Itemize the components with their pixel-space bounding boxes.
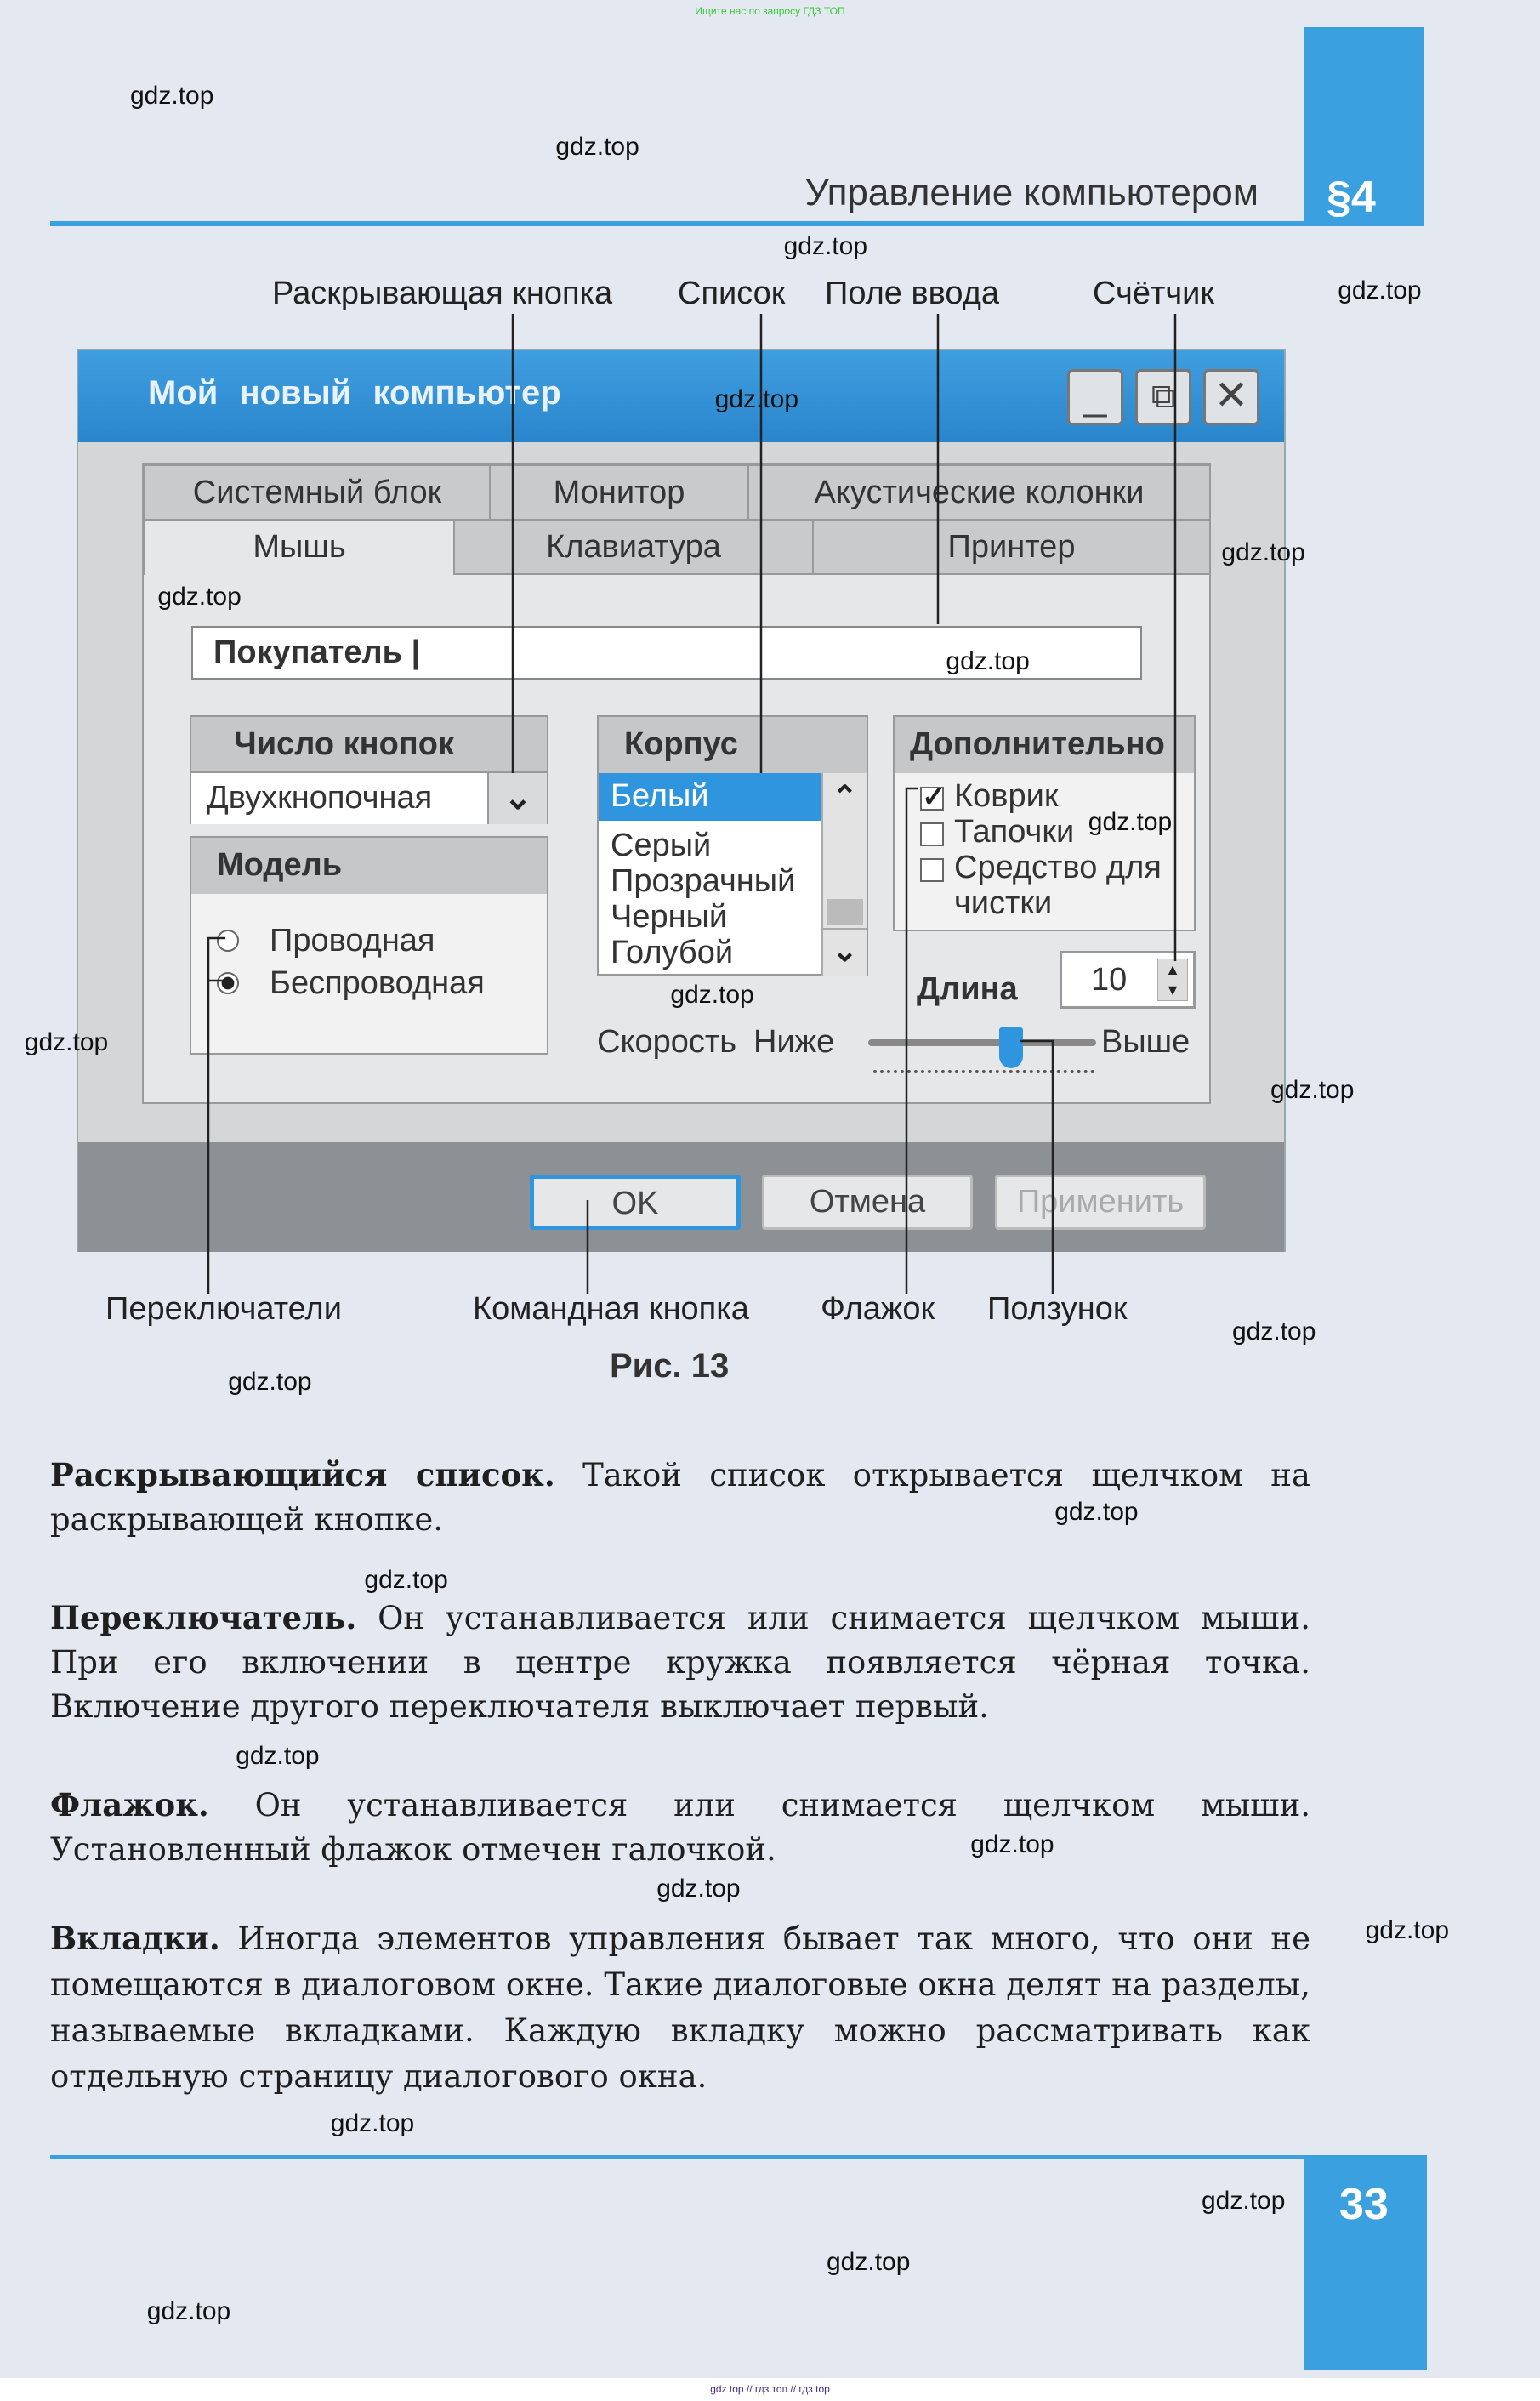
watermark: gdz.top (656, 1875, 741, 1903)
callout-switches: Переключатели (105, 1291, 342, 1327)
dialog-title: Мой новый компьютер (148, 374, 561, 412)
callout-checkbox: Флажок (821, 1291, 935, 1327)
watermark: gdz.top (146, 2297, 231, 2325)
radio-wireless-label: Беспроводная (270, 965, 485, 1001)
watermark: gdz.top (1054, 1498, 1139, 1527)
figure-caption: Рис. 13 (610, 1347, 730, 1385)
definition: Он устанавливается или снимается щелчком мыши. При его включении в центре кружка появляется чёрная точка. Включение другого переключателя выключает первый. (50, 1600, 1310, 1725)
watermark: gdz.top (1202, 2187, 1286, 2216)
buttons-dropdown-value: Двухкнопочная (207, 780, 433, 816)
section-number: §4 (1327, 173, 1376, 222)
watermark: gdz.top (970, 1830, 1054, 1858)
tab-mouse[interactable]: Мышь (144, 519, 455, 575)
model-group-title: Модель (191, 838, 547, 894)
header-title: Управление компьютером (804, 172, 1259, 213)
callout-input-field: Поле ввода (825, 276, 1000, 311)
checkbox-slippers-label: Тапочки (954, 814, 1075, 850)
paragraph-switch (50, 1596, 1310, 1729)
definition: Такой список открывается щелчком на раскрывающей кнопке. (50, 1457, 1310, 1538)
extra-group-title: Дополнительно (895, 717, 1194, 773)
watermark: gdz.top (1232, 1317, 1316, 1346)
buyer-input-value: Покупатель | (213, 634, 421, 670)
footer-rule (50, 2155, 1304, 2159)
tab-system-unit[interactable]: Системный блок (144, 464, 491, 521)
restore-button[interactable]: ⧉ (1135, 369, 1191, 425)
watermark: gdz.top (130, 82, 214, 111)
watermark: gdz.top (946, 646, 1030, 675)
length-label: Длина (917, 971, 1018, 1007)
tab-monitor[interactable]: Монитор (489, 464, 749, 521)
watermark: gdz.top (24, 1027, 109, 1056)
checkbox-mat[interactable]: ✓ (922, 781, 946, 813)
footer-note: gdz top // гдз топ // гдз top (0, 2378, 1540, 2401)
callout-counter: Счётчик (1093, 276, 1215, 311)
paragraph-checkbox (50, 1783, 1310, 1872)
watermark: gdz.top (714, 384, 799, 413)
watermark: gdz.top (1365, 1915, 1450, 1944)
top-note: Ищите нас по запросу ГДЗ ТОП (695, 5, 845, 17)
speed-min-label: Ниже (753, 1024, 835, 1060)
chevron-down-icon[interactable]: ⌄ (487, 773, 547, 824)
watermark: gdz.top (1338, 276, 1422, 304)
definition: Он устанавливается или снимается щелчком мыши. Установленный флажок отмечен галочкой. (50, 1787, 1310, 1868)
tab-speakers[interactable]: Акустические колонки (747, 464, 1211, 521)
watermark: gdz.top (330, 2108, 415, 2137)
watermark: gdz.top (364, 1565, 448, 1594)
checkbox-mat-label: Коврик (954, 778, 1059, 814)
callout-dropdown-button: Раскрывающая кнопка (272, 276, 613, 311)
watermark: gdz.top (783, 231, 868, 260)
case-list-item[interactable]: Белый (611, 778, 709, 814)
watermark: gdz.top (157, 583, 242, 611)
watermark: gdz.top (1270, 1075, 1355, 1104)
callout-slider: Ползунок (987, 1291, 1128, 1327)
watermark: gdz.top (228, 1368, 312, 1397)
watermark: gdz.top (236, 1741, 320, 1770)
ok-button[interactable]: OK (530, 1175, 741, 1230)
case-list-item[interactable]: Серый (611, 828, 712, 863)
callout-command-button: Командная кнопка (473, 1291, 749, 1327)
chevron-up-icon[interactable]: ⌃ (832, 779, 858, 814)
close-button[interactable]: ✕ (1203, 369, 1259, 425)
watermark: gdz.top (827, 2248, 911, 2277)
chevron-down-icon[interactable]: ⌄ (823, 928, 867, 976)
checkbox-cleaner-label: Средство для чистки (954, 850, 1162, 921)
apply-button[interactable]: Применить (995, 1175, 1206, 1230)
length-value: 10 (1091, 962, 1128, 998)
case-list-item[interactable]: Прозрачный (611, 863, 796, 899)
watermark: gdz.top (555, 132, 639, 161)
radio-wired-label: Проводная (270, 923, 435, 959)
watermark: gdz.top (1221, 538, 1305, 566)
callout-list: Список (678, 276, 786, 311)
speed-label: Скорость (597, 1024, 737, 1060)
watermark: gdz.top (1088, 807, 1173, 836)
page-number: 33 (1339, 2180, 1389, 2229)
term: Вкладки. (50, 1920, 220, 1957)
term: Переключатель. (50, 1599, 357, 1636)
tab-keyboard[interactable]: Клавиатура (453, 519, 814, 575)
cancel-button[interactable]: Отмена (762, 1175, 973, 1230)
watermark: gdz.top (670, 981, 754, 1009)
definition: Иногда элементов управления бывает так много, что они не помещаются в диалоговом окне. Такие диалоговые окна делят на разделы, называемые вкладками. Каждую вкладку можно рассматривать как отдельную страницу диалогового окна. (50, 1920, 1310, 2095)
term: Раскрывающийся список. (50, 1456, 555, 1494)
minimize-button[interactable]: _ (1067, 369, 1123, 425)
counter-arrows-icon[interactable]: ▲ ▼ (1157, 959, 1188, 1001)
buttons-group-title: Число кнопок (191, 717, 547, 773)
paragraph-tabs (50, 1915, 1310, 2100)
case-group-title: Корпус (599, 717, 867, 773)
tab-printer[interactable]: Принтер (812, 519, 1211, 575)
speed-max-label: Выше (1101, 1024, 1191, 1060)
term: Флажок. (50, 1786, 209, 1824)
case-list-item[interactable]: Голубой (611, 935, 734, 970)
case-list-item[interactable]: Черный (611, 899, 728, 935)
